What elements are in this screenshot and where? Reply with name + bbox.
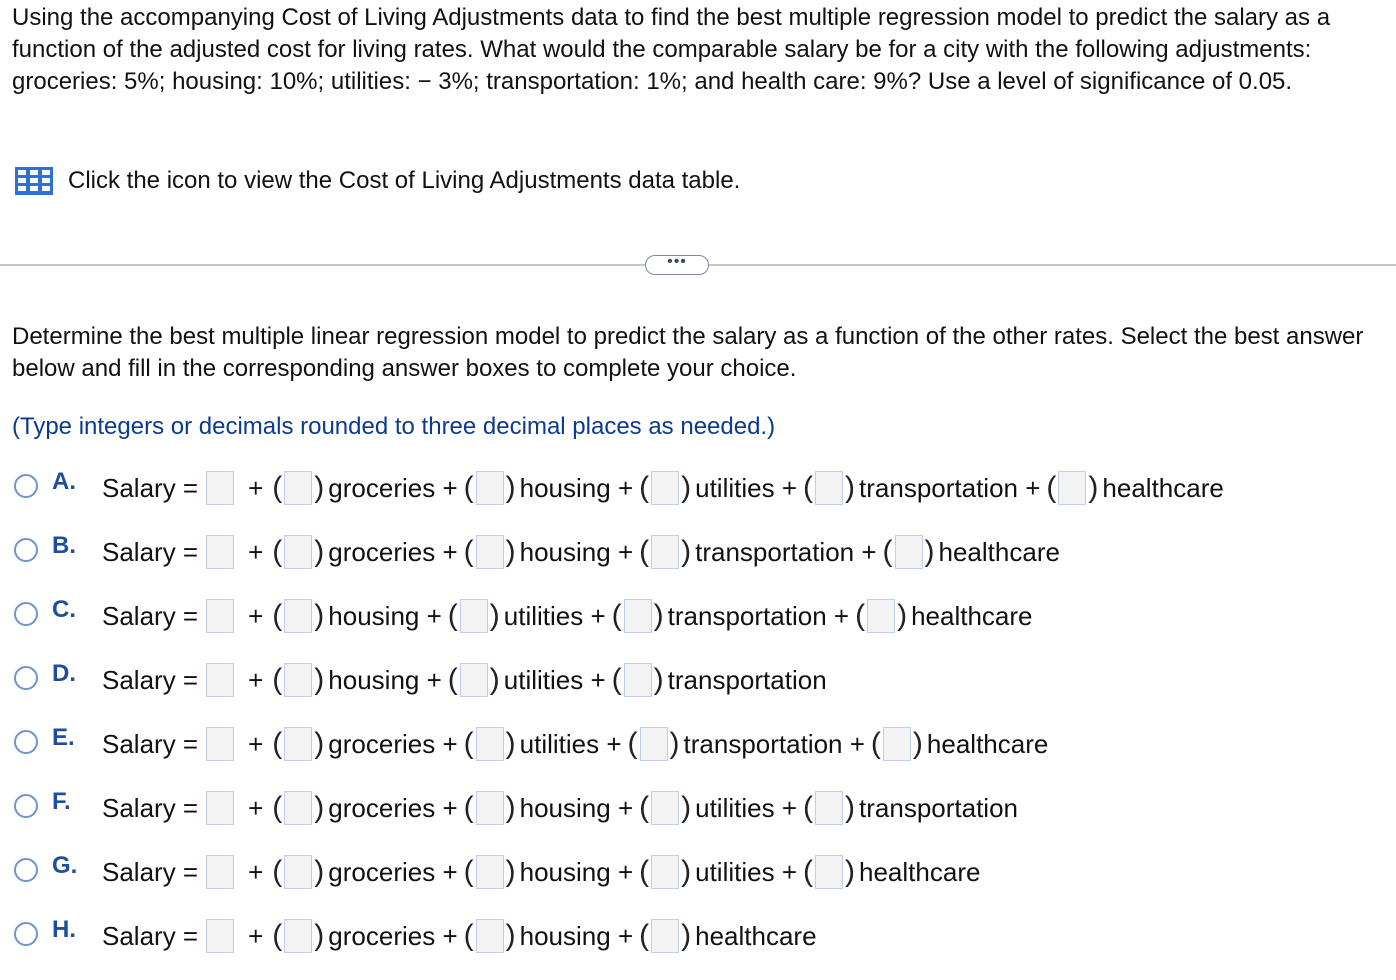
term-label: groceries + (328, 920, 458, 951)
coefficient-answer-box[interactable] (624, 599, 652, 633)
intercept-answer-box[interactable] (206, 599, 234, 633)
close-paren: ) (314, 919, 325, 952)
option-letter: F. (52, 788, 71, 815)
hint-text: (Type integers or decimals rounded to three decimal places as needed.) (12, 413, 776, 440)
close-paren: ) (314, 855, 325, 888)
term-label: groceries + (328, 792, 458, 823)
ellipsis-icon: ••• (667, 253, 687, 270)
intercept-answer-box[interactable] (206, 919, 234, 953)
open-paren: ( (272, 535, 283, 568)
coefficient-answer-box[interactable] (476, 471, 504, 505)
open-paren: ( (855, 599, 866, 632)
plus-sign: + (248, 856, 264, 887)
open-paren: ( (272, 855, 283, 888)
close-paren: ) (505, 727, 516, 760)
option-letter: G. (52, 852, 78, 879)
close-paren: ) (653, 663, 664, 696)
plus-sign: + (248, 536, 264, 567)
open-paren: ( (639, 535, 650, 568)
option-letter: B. (52, 532, 76, 559)
answer-option-e (14, 724, 1054, 764)
close-paren: ) (924, 535, 935, 568)
coefficient-answer-box[interactable] (476, 535, 504, 569)
equation-lhs: Salary = (102, 536, 199, 567)
radio-button[interactable] (14, 666, 38, 690)
open-paren: ( (870, 727, 881, 760)
open-paren: ( (463, 855, 474, 888)
coefficient-answer-box[interactable] (640, 727, 668, 761)
intercept-answer-box[interactable] (206, 535, 234, 569)
coefficient-answer-box[interactable] (284, 791, 312, 825)
close-paren: ) (314, 727, 325, 760)
term-label: healthcare (695, 920, 817, 951)
open-paren: ( (272, 727, 283, 760)
coefficient-answer-box[interactable] (476, 855, 504, 889)
coefficient-answer-box[interactable] (284, 855, 312, 889)
close-paren: ) (314, 663, 325, 696)
plus-sign: + (248, 920, 264, 951)
close-paren: ) (489, 599, 500, 632)
term-label: utilities + (503, 664, 606, 695)
coefficient-answer-box[interactable] (284, 471, 312, 505)
term-label: healthcare (938, 536, 1060, 567)
term-label: housing + (328, 600, 442, 631)
close-paren: ) (314, 791, 325, 824)
radio-button[interactable] (14, 794, 38, 818)
open-paren: ( (272, 791, 283, 824)
radio-button[interactable] (14, 538, 38, 562)
term-label: groceries + (328, 536, 458, 567)
question-text: Using the accompanying Cost of Living Adjustments data to find the best multiple regression model to predict the salary as a function of the adjusted cost for living rates. What would the comparable salary be for a city with the following adjustments: groceries: 5%; housing: 10%; utilities: − 3%; transportation: 1%; and health care: 9%? Use a level of significance of 0.05. (12, 4, 1331, 95)
equation-lhs: Salary = (102, 600, 199, 631)
close-paren: ) (314, 599, 325, 632)
intercept-answer-box[interactable] (206, 471, 234, 505)
open-paren: ( (639, 791, 650, 824)
answer-option-d (14, 660, 833, 700)
open-paren: ( (803, 791, 814, 824)
term-label: transportation (667, 664, 827, 695)
coefficient-answer-box[interactable] (651, 535, 679, 569)
coefficient-answer-box[interactable] (815, 471, 843, 505)
close-paren: ) (912, 727, 923, 760)
close-paren: ) (314, 471, 325, 504)
term-label: transportation + (667, 600, 850, 631)
radio-button[interactable] (14, 602, 38, 626)
plus-sign: + (248, 600, 264, 631)
open-paren: ( (611, 663, 622, 696)
answer-option-b (14, 532, 1066, 572)
intercept-answer-box[interactable] (206, 855, 234, 889)
plus-sign: + (248, 792, 264, 823)
radio-button[interactable] (14, 474, 38, 498)
radio-button[interactable] (14, 922, 38, 946)
data-table-link-text: Click the icon to view the Cost of Living Adjustments data table. (68, 167, 741, 194)
close-paren: ) (845, 471, 856, 504)
radio-button[interactable] (14, 858, 38, 882)
plus-sign: + (248, 664, 264, 695)
coefficient-answer-box[interactable] (895, 535, 923, 569)
term-label: groceries + (328, 472, 458, 503)
coefficient-answer-box[interactable] (651, 471, 679, 505)
prompt-text: Determine the best multiple linear regression model to predict the salary as a function of the other rates. Select the best answer below and fill in the corresponding answer boxes to complete your choice. (12, 323, 1364, 382)
open-paren: ( (447, 599, 458, 632)
term-label: utilities + (695, 792, 798, 823)
close-paren: ) (845, 855, 856, 888)
plus-sign: + (248, 728, 264, 759)
coefficient-answer-box[interactable] (815, 855, 843, 889)
open-paren: ( (463, 791, 474, 824)
coefficient-answer-box[interactable] (476, 791, 504, 825)
term-label: transportation + (683, 728, 865, 759)
close-paren: ) (1088, 471, 1099, 504)
coefficient-answer-box[interactable] (284, 663, 312, 697)
equation-lhs: Salary = (102, 664, 199, 695)
term-label: utilities + (695, 472, 798, 503)
open-paren: ( (463, 727, 474, 760)
answer-option-a (14, 468, 1230, 508)
open-paren: ( (272, 599, 283, 632)
close-paren: ) (845, 791, 856, 824)
answer-option-f (14, 788, 1024, 828)
open-paren: ( (1046, 471, 1057, 504)
intercept-answer-box[interactable] (206, 727, 234, 761)
table-icon[interactable] (14, 166, 54, 196)
term-label: transportation + (859, 472, 1041, 503)
open-paren: ( (627, 727, 638, 760)
open-paren: ( (447, 663, 458, 696)
open-paren: ( (803, 471, 814, 504)
term-label: groceries + (328, 856, 458, 887)
close-paren: ) (505, 919, 516, 952)
open-paren: ( (803, 855, 814, 888)
option-letter: H. (52, 916, 76, 943)
equation-lhs: Salary = (102, 920, 199, 951)
close-paren: ) (681, 855, 692, 888)
intercept-answer-box[interactable] (206, 791, 234, 825)
close-paren: ) (681, 471, 692, 504)
close-paren: ) (897, 599, 908, 632)
coefficient-answer-box[interactable] (815, 791, 843, 825)
open-paren: ( (639, 471, 650, 504)
term-label: housing + (519, 856, 634, 887)
term-label: housing + (519, 472, 634, 503)
close-paren: ) (653, 599, 664, 632)
open-paren: ( (639, 855, 650, 888)
term-label: healthcare (1102, 472, 1224, 503)
close-paren: ) (505, 535, 516, 568)
term-label: transportation (859, 792, 1018, 823)
coefficient-answer-box[interactable] (651, 791, 679, 825)
equation-lhs: Salary = (102, 472, 199, 503)
coefficient-answer-box[interactable] (476, 919, 504, 953)
open-paren: ( (463, 919, 474, 952)
option-letter: E. (52, 724, 75, 751)
term-label: utilities + (503, 600, 606, 631)
term-label: utilities + (519, 728, 622, 759)
open-paren: ( (463, 535, 474, 568)
coefficient-answer-box[interactable] (460, 663, 488, 697)
coefficient-answer-box[interactable] (284, 727, 312, 761)
option-letter: D. (52, 660, 76, 687)
term-label: healthcare (926, 728, 1049, 759)
open-paren: ( (882, 535, 893, 568)
coefficient-answer-box[interactable] (284, 535, 312, 569)
open-paren: ( (272, 663, 283, 696)
close-paren: ) (505, 855, 516, 888)
close-paren: ) (505, 791, 516, 824)
open-paren: ( (639, 919, 650, 952)
coefficient-answer-box[interactable] (883, 727, 911, 761)
open-paren: ( (272, 919, 283, 952)
term-label: healthcare (911, 600, 1033, 631)
answer-option-g (14, 852, 986, 892)
close-paren: ) (669, 727, 680, 760)
equation-lhs: Salary = (102, 792, 199, 823)
open-paren: ( (463, 471, 474, 504)
close-paren: ) (505, 471, 516, 504)
expand-button[interactable] (645, 255, 709, 275)
coefficient-answer-box[interactable] (651, 855, 679, 889)
close-paren: ) (314, 535, 325, 568)
close-paren: ) (681, 919, 692, 952)
answer-option-h (14, 916, 823, 956)
open-paren: ( (611, 599, 622, 632)
coefficient-answer-box[interactable] (284, 919, 312, 953)
option-letter: A. (52, 468, 76, 495)
radio-button[interactable] (14, 730, 38, 754)
term-label: healthcare (859, 856, 981, 887)
close-paren: ) (489, 663, 500, 696)
coefficient-answer-box[interactable] (624, 663, 652, 697)
coefficient-answer-box[interactable] (460, 599, 488, 633)
coefficient-answer-box[interactable] (867, 599, 895, 633)
data-table-link (14, 166, 740, 196)
term-label: transportation + (695, 536, 877, 567)
term-label: housing + (519, 920, 634, 951)
open-paren: ( (272, 471, 283, 504)
coefficient-answer-box[interactable] (284, 599, 312, 633)
option-letter: C. (52, 596, 76, 623)
coefficient-answer-box[interactable] (476, 727, 504, 761)
coefficient-answer-box[interactable] (651, 919, 679, 953)
intercept-answer-box[interactable] (206, 663, 234, 697)
plus-sign: + (248, 472, 264, 503)
term-label: housing + (328, 664, 442, 695)
answer-option-c (14, 596, 1038, 636)
term-label: housing + (519, 536, 634, 567)
term-label: housing + (519, 792, 634, 823)
term-label: utilities + (695, 856, 798, 887)
coefficient-answer-box[interactable] (1058, 471, 1086, 505)
equation-lhs: Salary = (102, 856, 199, 887)
close-paren: ) (681, 535, 692, 568)
term-label: groceries + (328, 728, 458, 759)
equation-lhs: Salary = (102, 728, 199, 759)
close-paren: ) (681, 791, 692, 824)
